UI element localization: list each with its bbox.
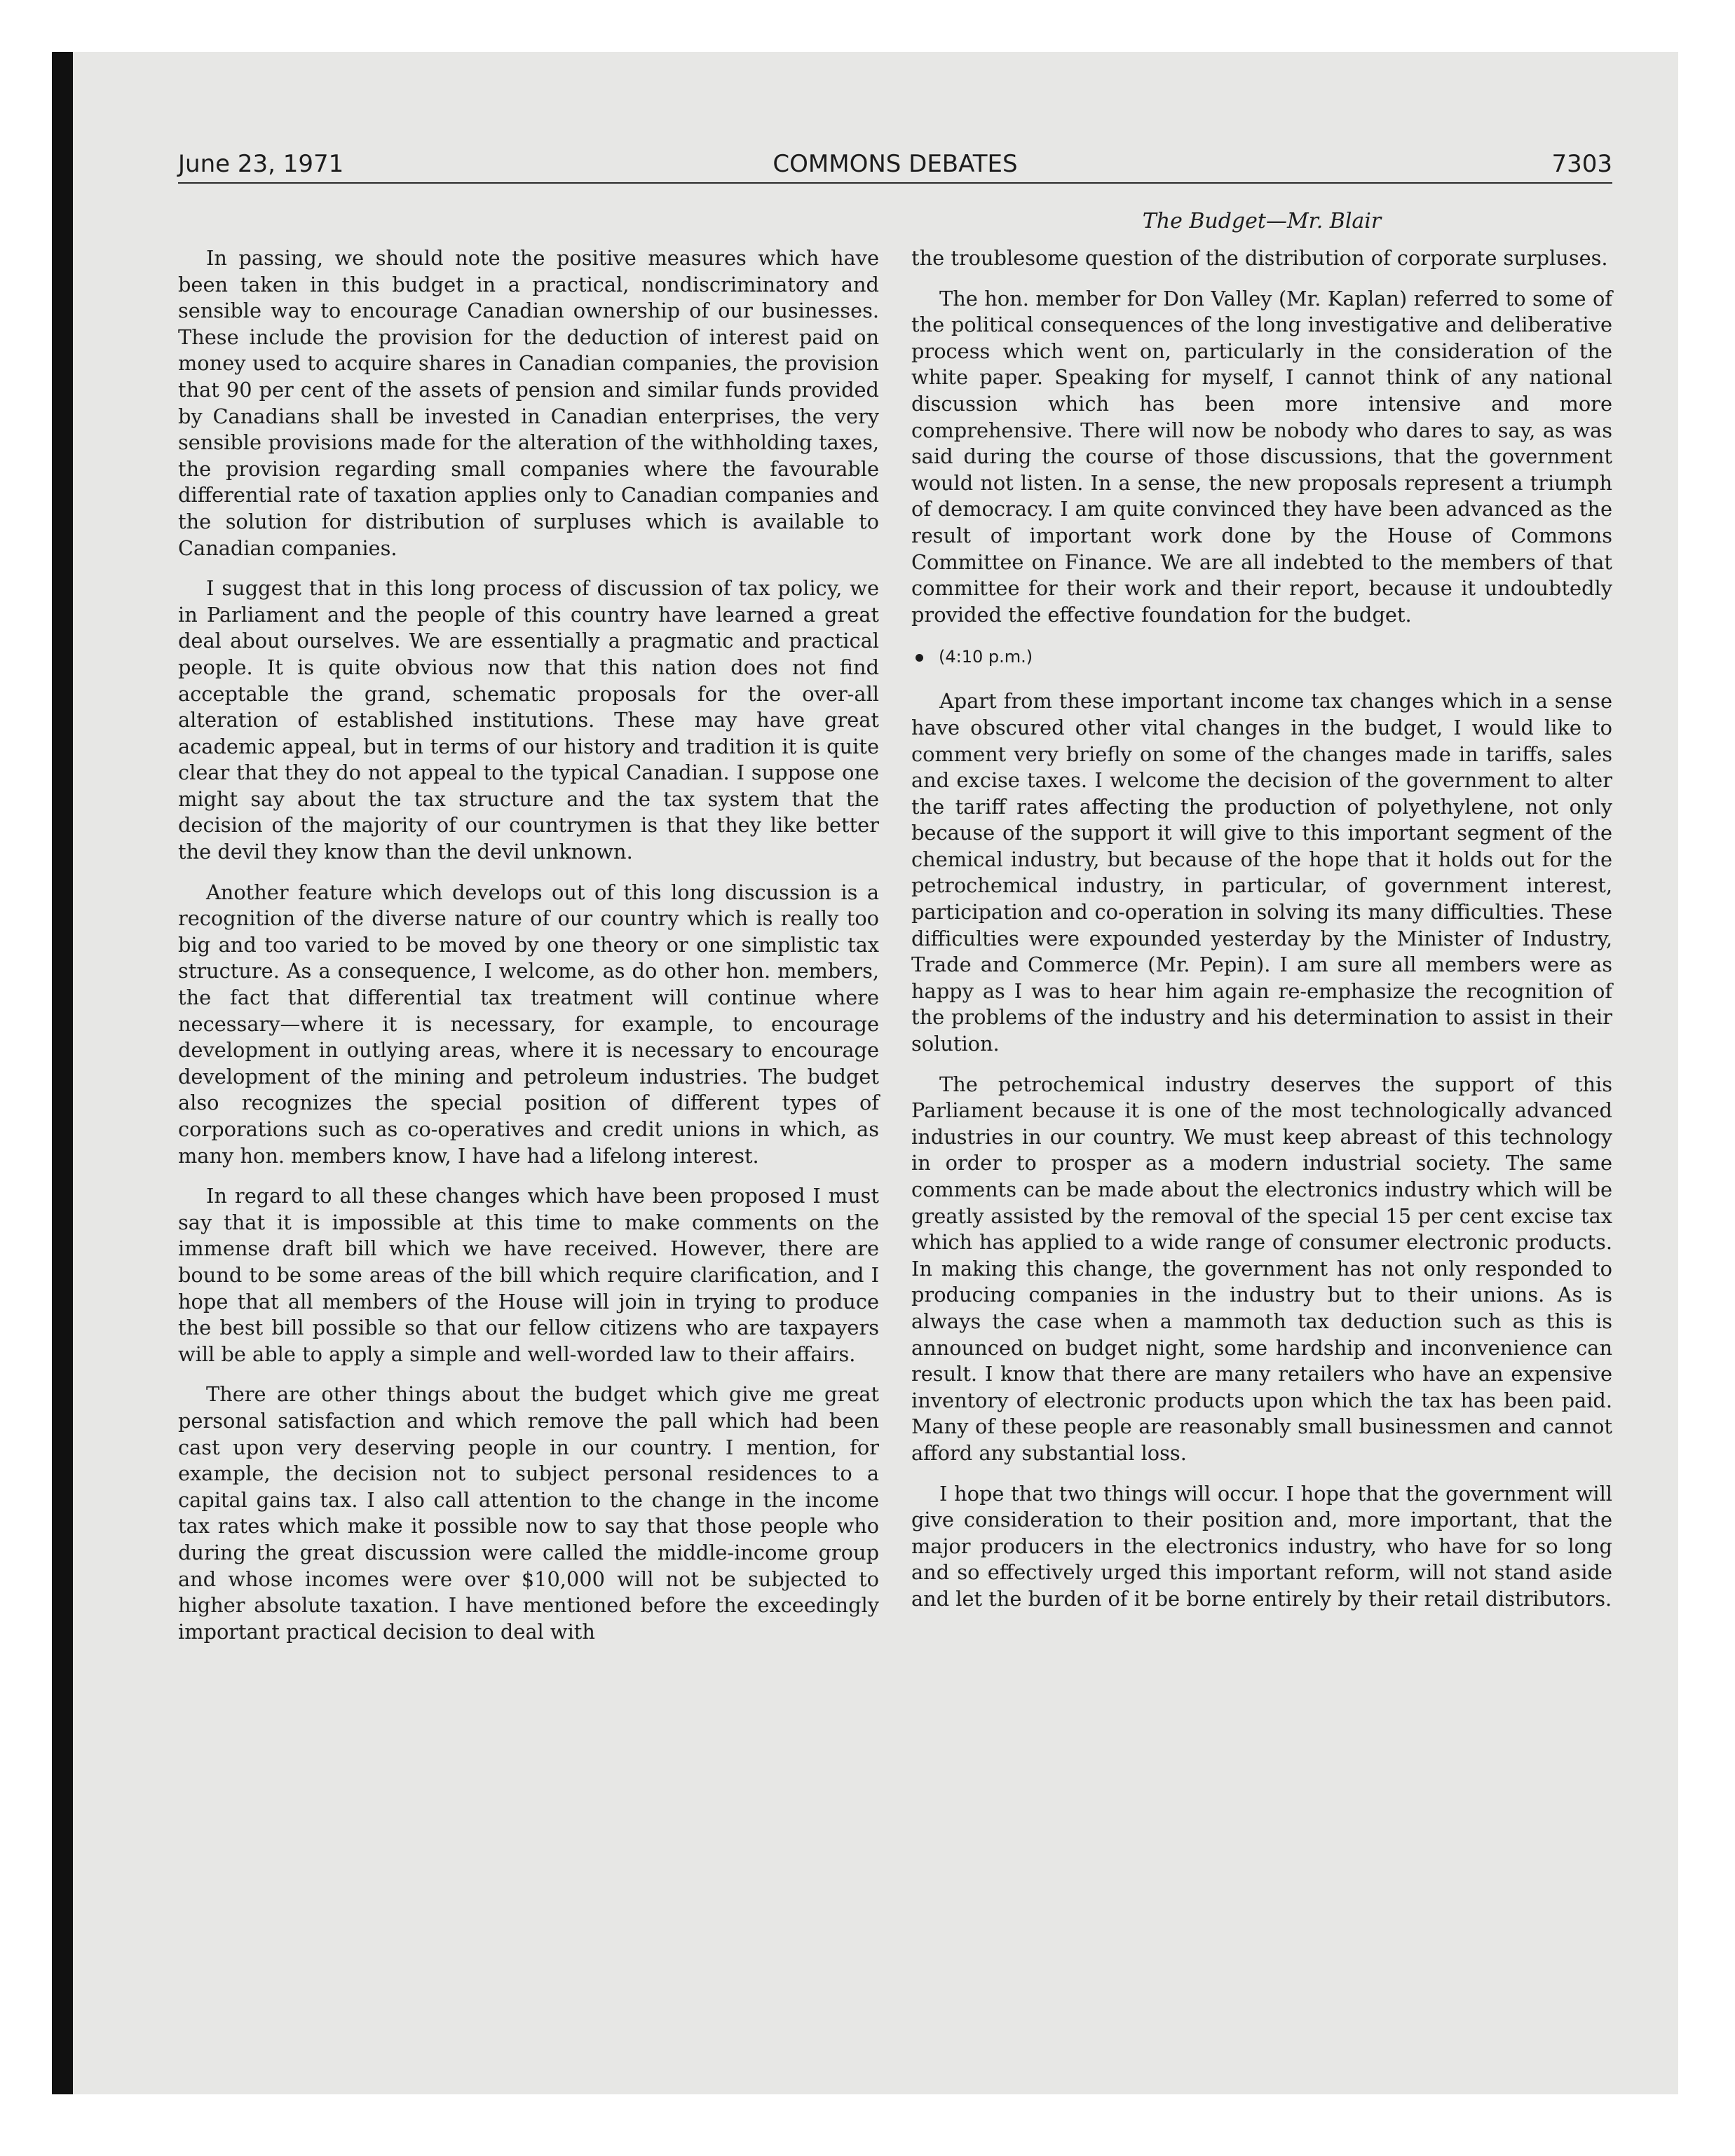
paragraph: In regard to all these changes which have been proposed I must say that it is impossible at this time to make comments on the immense draft bill which we have received. However, there are bound to be some areas of the bill which require clarification, and I hope that all members of the House will join in trying to produce the best bill possible so that our fellow citizens who are taxpayers will be able to apply a simple and well-worded law to their affairs. [178,1184,879,1366]
paragraph: I hope that two things will occur. I hope that the government will give consideration to their position and, more important, that the major producers in the electronics industry, who have for so long and so effectively urged this important reform, will not stand aside and let the burden of it be borne entirely by their retail distributors. [911,1481,1612,1611]
bullet-icon [916,654,923,662]
scan-border [52,52,73,2094]
paragraph: There are other things about the budget which give me great personal satisfaction and which remove the pall which had been cast upon very deserving people in our country. I mention, for example, the decision not to subject personal residences to a capital gains tax. I also call attention to the change in the income tax rates which make it possible now to say that those people who during the great discussion were called the middle-income group and whose incomes were over $10,000 will not be subjected to higher absolute taxation. I have mentioned before the exceedingly important practical decision to deal with [178,1382,879,1644]
paragraph: Apart from these important income tax changes which in a sense have obscured other vital changes in the budget, I would like to comment very briefly on some of the changes made in tariffs, sales and excise taxes. I welcome the decision of the government to alter the tariff rates affecting the production of polyethylene, not only because of the support it will give to this important segment of the chemical industry, but because of the hope that it holds out for the petrochemical industry, in particular, of government interest, participation and co-operation in solving its many difficulties. These difficulties were expounded yesterday by the Minister of Industry, Trade and Commerce (Mr. Pepin). I am sure all members were as happy as I was to hear him again re-emphasize the recognition of the problems of the industry and his determination to assist in their solution. [911,689,1612,1056]
paragraph-continued: the troublesome question of the distribution of corporate surpluses. [911,246,1608,270]
paragraph: The hon. member for Don Valley (Mr. Kaplan) referred to some of the political consequences of the long investigative and deliberative process which went on, particularly in the consideration of the white paper. Speaking for myself, I cannot think of any national discussion which has been more intensive and more comprehensive. There will now be nobody who dares to say, as was said during the course of those discussions, that the government would not listen. In a sense, the new proposals represent a triumph of democracy. I am quite convinced they have been advanced as the result of important work done by the House of Commons Committee on Finance. We are all indebted to the members of that committee for their work and their report, because it undoubtedly provided the effective foundation for the budget. [911,286,1612,627]
paragraph: In passing, we should note the positive measures which have been taken in this budget in a practical, nondiscriminatory and sensible way to encourage Canadian ownership of our businesses. These include the provision for the deduction of interest paid on money used to acquire shares in Canadian companies, the provision that 90 per cent of the assets of pension and similar funds provided by Canadians shall be invested in Canadian enterprises, the very sensible provisions made for the alteration of the withholding taxes, the provision regarding small companies where the favourable differential rate of taxation applies only to Canadian companies and the solution for distribution of surpluses which is available to Canadian companies. [178,246,879,560]
right-column [911,245,1612,1627]
time-marker [911,646,1612,667]
header-page-number: 7303 [1551,150,1612,178]
page-header [178,150,1612,184]
paragraph: The petrochemical industry deserves the support of this Parliament because it is one of the most technologically advanced industries in our country. We must keep abreast of this technology in order to prosper as a modern industrial society. The same comments can be made about the electronics industry which will be greatly assisted by the removal of the special 15 per cent excise tax which has applied to a wide range of consumer electronic products. In making this change, the government has not only responded to producing companies in the industry but to their unions. As is always the case when a mammoth tax deduction such as this is announced on budget night, some hardship and inconvenience can result. I know that there are many retailers who have an expensive inventory of electronic products upon which the tax has been paid. Many of these people are reasonably small businessmen and cannot afford any substantial loss. [911,1072,1612,1465]
header-publication: COMMONS DEBATES [773,150,1018,178]
header-date: June 23, 1971 [178,150,344,178]
paragraph: Another feature which develops out of this long discussion is a recognition of the diverse nature of our country which is really too big and too varied to be moved by one theory or one simplistic tax structure. As a consequence, I welcome, as do other hon. members, the fact that differential tax treatment will continue where necessary—where it is necessary, for example, to encourage development in outlying areas, where it is necessary to encourage development of the mining and petroleum industries. The budget also recognizes the special position of different types of corporations such as co-operatives and credit unions in which, as many hon. members know, I have had a lifelong interest. [178,880,879,1168]
running-head: The Budget—Mr. Blair [1142,209,1382,233]
left-column [178,245,879,1659]
paragraph: I suggest that in this long process of discussion of tax policy, we in Parliament and the people of this country have learned a great deal about ourselves. We are essentially a pragmatic and practical people. It is quite obvious now that this nation does not find acceptable the grand, schematic proposals for the over-all alteration of established institutions. These may have great academic appeal, but in terms of our history and tradition it is quite clear that they do not appeal to the typical Canadian. I suppose one might say about the tax structure and the tax system that the decision of the majority of our countrymen is that they like better the devil they know than the devil unknown. [178,576,879,864]
time-marker-text: (4:10 p.m.) [939,647,1033,667]
